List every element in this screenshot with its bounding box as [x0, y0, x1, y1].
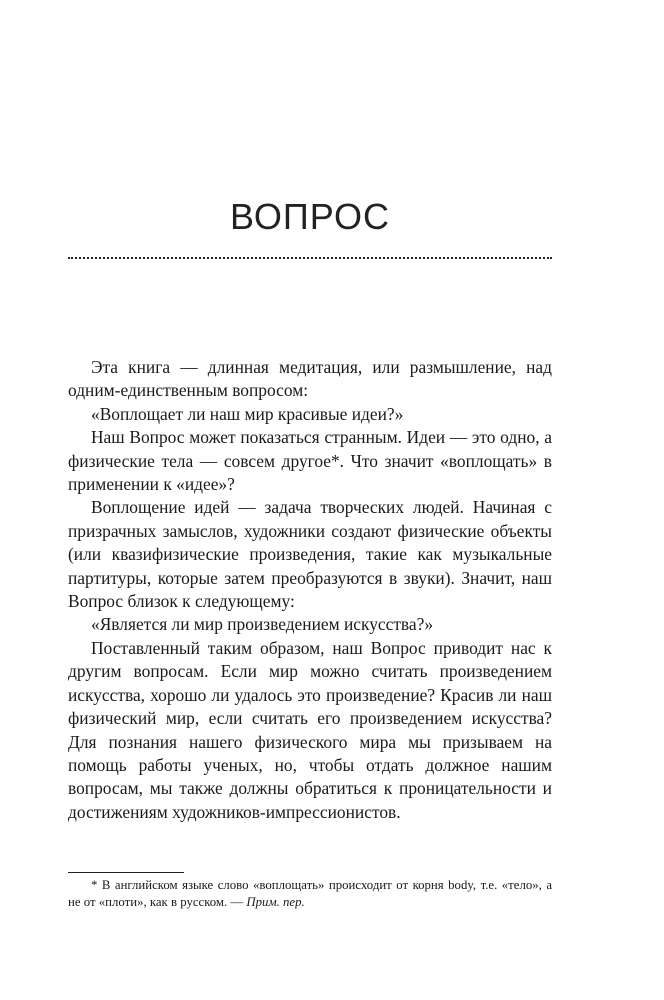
paragraph-questions: Поставленный таким образом, наш Вопрос приводит нас к другим вопросам. Если мир можно считать произведением искусства, хорошо ли удалось это произведение? Красив ли наш физический мир, если считать его произведением искусства? Для познания нашего физического мира мы призываем на помощь работы ученых, но, чтобы отдать должное нашим вопросам, мы также должны обратиться к проницательности и достижениям художников-импрессионистов.	[68, 637, 552, 822]
footnote-rule	[68, 872, 184, 873]
footnote-text: * В английском языке слово «воплощать» происходит от корня body, т.е. «тело», а не от «плоти», как в русском. —	[68, 878, 552, 909]
title-dotted-rule	[68, 257, 552, 259]
paragraph-strange: Наш Вопрос может показаться странным. Идеи — это одно, а физические тела — совсем другое*. Что значит «воплощать» в применении к «идее»?	[68, 427, 552, 495]
quote-question: «Воплощает ли наш мир красивые идеи?»	[91, 403, 404, 424]
footnote	[68, 877, 552, 911]
paragraph-intro: Эта книга — длинная медитация, или размышление, над одним-единственным вопросом:	[68, 357, 552, 401]
chapter-title: ВОПРОС	[230, 196, 390, 237]
quote-art: «Является ли мир произведением искусства?»	[91, 614, 434, 635]
footnote-note-label: Прим. пер.	[246, 895, 305, 909]
chapter-body	[68, 356, 552, 824]
paragraph-embodiment: Воплощение идей — задача творческих людей. Начиная с призрачных замыслов, художники создают физические объекты (или квазифизические произведения, такие как музыкальные партитуры, которые затем преобразуются в звуки). Значит, наш Вопрос близок к следующему:	[68, 497, 552, 612]
